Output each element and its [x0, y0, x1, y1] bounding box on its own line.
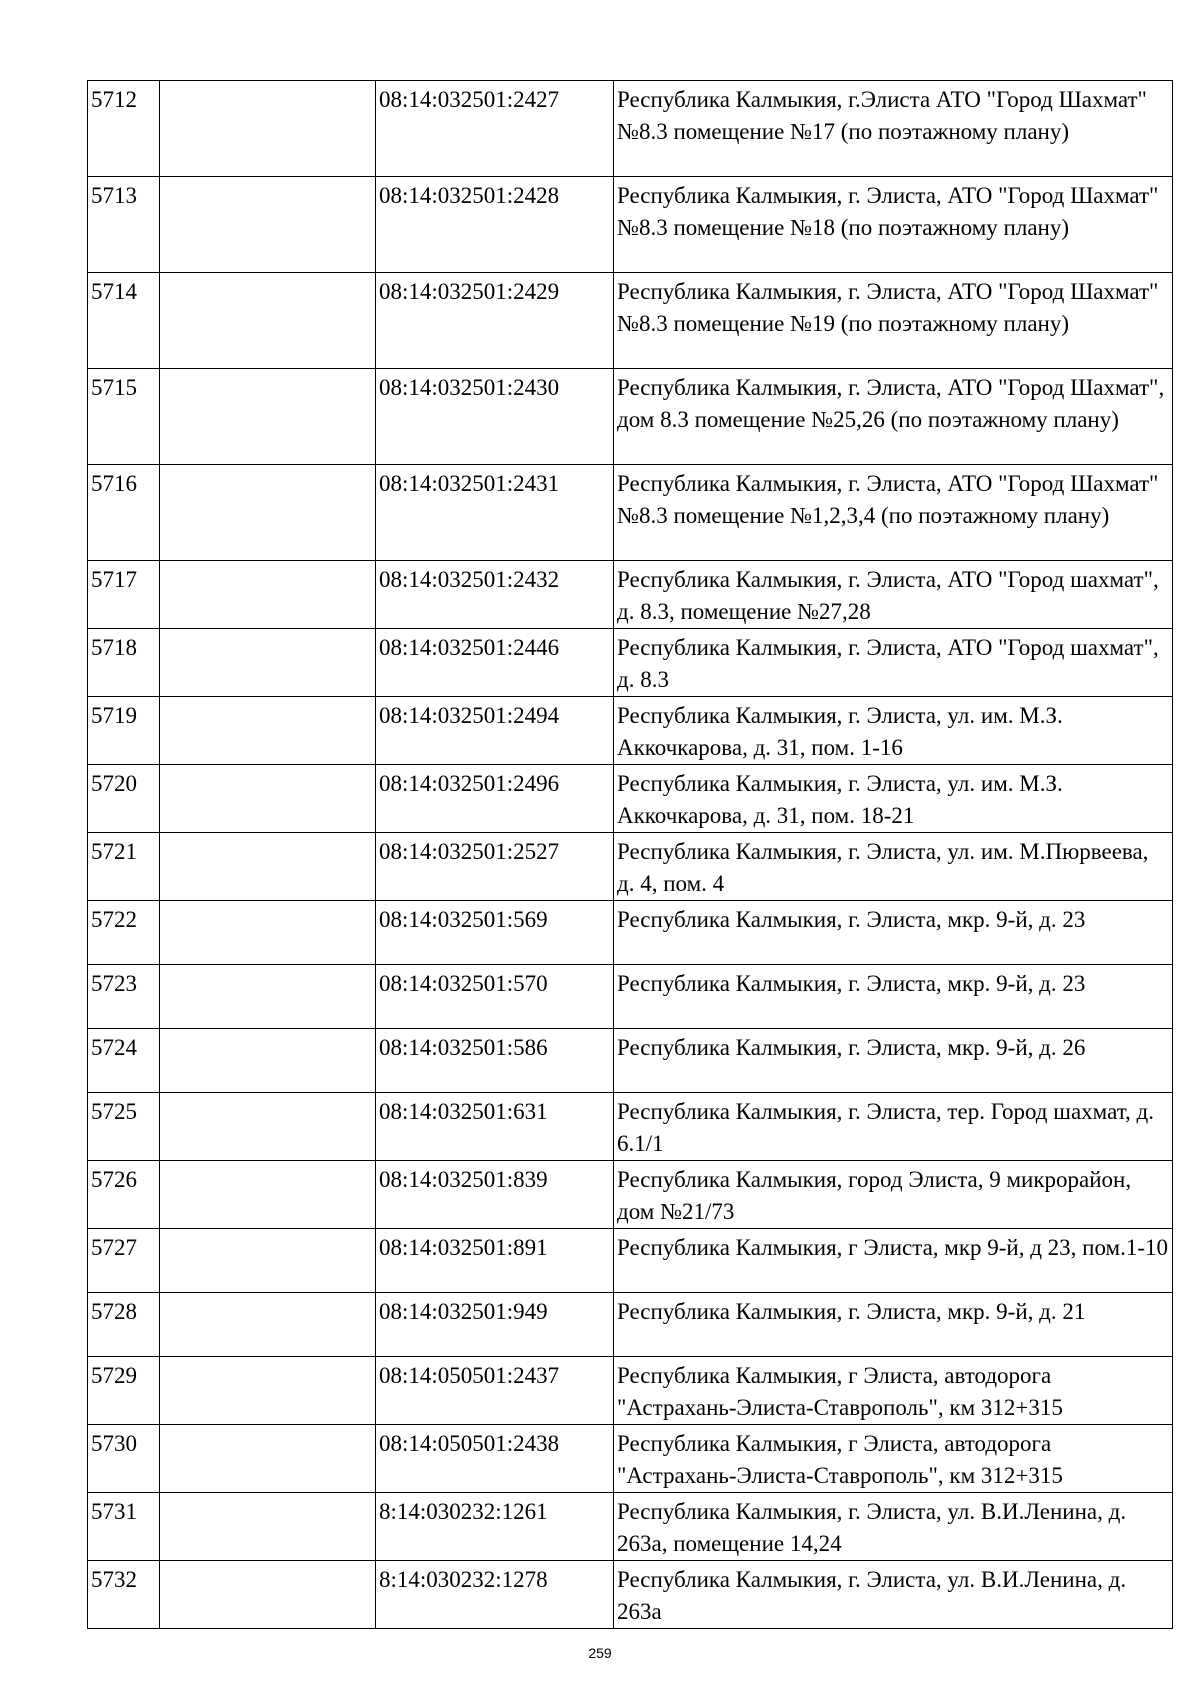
table-row	[88, 1425, 1173, 1493]
blank-cell	[160, 765, 376, 833]
cadastral-number-cell: 08:14:032501:839	[376, 1161, 614, 1229]
row-number-cell: 5730	[88, 1425, 160, 1493]
property-registry-table	[87, 80, 1173, 1629]
blank-cell	[160, 561, 376, 629]
cadastral-number-cell: 08:14:032501:2427	[376, 81, 614, 177]
row-number-cell: 5725	[88, 1093, 160, 1161]
address-cell: Республика Калмыкия, г. Элиста, ул. им. М.З. Аккочкарова, д. 31, пом. 1-16	[614, 697, 1173, 765]
table-row	[88, 965, 1173, 1029]
cadastral-number-cell: 08:14:032501:569	[376, 901, 614, 965]
address-cell: Республика Калмыкия, г. Элиста, АТО "Город Шахмат" №8.3 помещение №19 (по поэтажному плану)	[614, 273, 1173, 369]
address-cell: Республика Калмыкия, г. Элиста, ул. им. М.З. Аккочкарова, д. 31, пом. 18-21	[614, 765, 1173, 833]
blank-cell	[160, 1293, 376, 1357]
blank-cell	[160, 1229, 376, 1293]
row-number-cell: 5728	[88, 1293, 160, 1357]
row-number-cell: 5719	[88, 697, 160, 765]
table-row	[88, 765, 1173, 833]
blank-cell	[160, 465, 376, 561]
cadastral-number-cell: 08:14:032501:949	[376, 1293, 614, 1357]
address-cell: Республика Калмыкия, г. Элиста, ул. В.И.Ленина, д. 263а, помещение 14,24	[614, 1493, 1173, 1561]
blank-cell	[160, 369, 376, 465]
address-cell: Республика Калмыкия, г Элиста, мкр 9-й, д 23, пом.1-10	[614, 1229, 1173, 1293]
row-number-cell: 5727	[88, 1229, 160, 1293]
blank-cell	[160, 697, 376, 765]
row-number-cell: 5713	[88, 177, 160, 273]
row-number-cell: 5729	[88, 1357, 160, 1425]
address-cell: Республика Калмыкия, г. Элиста, мкр. 9-й, д. 26	[614, 1029, 1173, 1093]
cadastral-number-cell: 08:14:032501:2496	[376, 765, 614, 833]
row-number-cell: 5720	[88, 765, 160, 833]
table-row	[88, 1493, 1173, 1561]
address-cell: Республика Калмыкия, г. Элиста, мкр. 9-й, д. 23	[614, 965, 1173, 1029]
table-row	[88, 901, 1173, 965]
blank-cell	[160, 1161, 376, 1229]
address-cell: Республика Калмыкия, г Элиста, автодорога "Астрахань-Элиста-Ставрополь", км 312+315	[614, 1425, 1173, 1493]
address-cell: Республика Калмыкия, г. Элиста, АТО "Город шахмат", д. 8.3, помещение №27,28	[614, 561, 1173, 629]
address-cell: Республика Калмыкия, г.Элиста АТО "Город Шахмат" №8.3 помещение №17 (по поэтажному плану)	[614, 81, 1173, 177]
cadastral-number-cell: 08:14:032501:2428	[376, 177, 614, 273]
table-row	[88, 1561, 1173, 1629]
cadastral-number-cell: 08:14:032501:2431	[376, 465, 614, 561]
blank-cell	[160, 177, 376, 273]
address-cell: Республика Калмыкия, г. Элиста, ул. В.И.Ленина, д. 263а	[614, 1561, 1173, 1629]
row-number-cell: 5726	[88, 1161, 160, 1229]
row-number-cell: 5732	[88, 1561, 160, 1629]
row-number-cell: 5731	[88, 1493, 160, 1561]
cadastral-number-cell: 08:14:032501:2430	[376, 369, 614, 465]
blank-cell	[160, 833, 376, 901]
blank-cell	[160, 81, 376, 177]
table-row	[88, 697, 1173, 765]
address-cell: Республика Калмыкия, г. Элиста, АТО "Город Шахмат" №8.3 помещение №18 (по поэтажному плану)	[614, 177, 1173, 273]
table-row	[88, 1029, 1173, 1093]
address-cell: Республика Калмыкия, г. Элиста, тер. Город шахмат, д. 6.1/1	[614, 1093, 1173, 1161]
row-number-cell: 5723	[88, 965, 160, 1029]
blank-cell	[160, 1093, 376, 1161]
cadastral-number-cell: 08:14:032501:891	[376, 1229, 614, 1293]
blank-cell	[160, 965, 376, 1029]
table-row	[88, 629, 1173, 697]
table-row	[88, 561, 1173, 629]
cadastral-number-cell: 08:14:032501:2429	[376, 273, 614, 369]
table-row	[88, 1161, 1173, 1229]
row-number-cell: 5716	[88, 465, 160, 561]
address-cell: Республика Калмыкия, г. Элиста, АТО "Город Шахмат", дом 8.3 помещение №25,26 (по поэтажному плану)	[614, 369, 1173, 465]
blank-cell	[160, 1029, 376, 1093]
table-row	[88, 81, 1173, 177]
address-cell: Республика Калмыкия, г. Элиста, мкр. 9-й, д. 21	[614, 1293, 1173, 1357]
cadastral-number-cell: 08:14:032501:631	[376, 1093, 614, 1161]
cadastral-number-cell: 08:14:032501:2446	[376, 629, 614, 697]
cadastral-number-cell: 08:14:032501:586	[376, 1029, 614, 1093]
cadastral-number-cell: 08:14:032501:570	[376, 965, 614, 1029]
address-cell: Республика Калмыкия, г Элиста, автодорога "Астрахань-Элиста-Ставрополь", км 312+315	[614, 1357, 1173, 1425]
registry-table-body	[88, 81, 1173, 1629]
table-row	[88, 273, 1173, 369]
page-number: 259	[588, 1645, 612, 1661]
row-number-cell: 5712	[88, 81, 160, 177]
row-number-cell: 5717	[88, 561, 160, 629]
address-cell: Республика Калмыкия, г. Элиста, ул. им. М.Пюрвеева, д. 4, пом. 4	[614, 833, 1173, 901]
cadastral-number-cell: 08:14:050501:2438	[376, 1425, 614, 1493]
address-cell: Республика Калмыкия, г. Элиста, АТО "Город Шахмат" №8.3 помещение №1,2,3,4 (по поэтажному плану)	[614, 465, 1173, 561]
blank-cell	[160, 1357, 376, 1425]
cadastral-number-cell: 08:14:032501:2432	[376, 561, 614, 629]
cadastral-number-cell: 08:14:032501:2494	[376, 697, 614, 765]
row-number-cell: 5718	[88, 629, 160, 697]
cadastral-number-cell: 08:14:050501:2437	[376, 1357, 614, 1425]
blank-cell	[160, 273, 376, 369]
table-row	[88, 1093, 1173, 1161]
table-row	[88, 1357, 1173, 1425]
table-row	[88, 1293, 1173, 1357]
address-cell: Республика Калмыкия, г. Элиста, АТО "Город шахмат", д. 8.3	[614, 629, 1173, 697]
table-row	[88, 833, 1173, 901]
blank-cell	[160, 1425, 376, 1493]
table-row	[88, 369, 1173, 465]
row-number-cell: 5714	[88, 273, 160, 369]
table-row	[88, 465, 1173, 561]
cadastral-number-cell: 8:14:030232:1278	[376, 1561, 614, 1629]
blank-cell	[160, 1493, 376, 1561]
row-number-cell: 5722	[88, 901, 160, 965]
table-row	[88, 1229, 1173, 1293]
cadastral-number-cell: 8:14:030232:1261	[376, 1493, 614, 1561]
row-number-cell: 5724	[88, 1029, 160, 1093]
row-number-cell: 5715	[88, 369, 160, 465]
table-row	[88, 177, 1173, 273]
cadastral-number-cell: 08:14:032501:2527	[376, 833, 614, 901]
address-cell: Республика Калмыкия, г. Элиста, мкр. 9-й, д. 23	[614, 901, 1173, 965]
blank-cell	[160, 901, 376, 965]
row-number-cell: 5721	[88, 833, 160, 901]
address-cell: Республика Калмыкия, город Элиста, 9 микрорайон, дом №21/73	[614, 1161, 1173, 1229]
blank-cell	[160, 629, 376, 697]
blank-cell	[160, 1561, 376, 1629]
